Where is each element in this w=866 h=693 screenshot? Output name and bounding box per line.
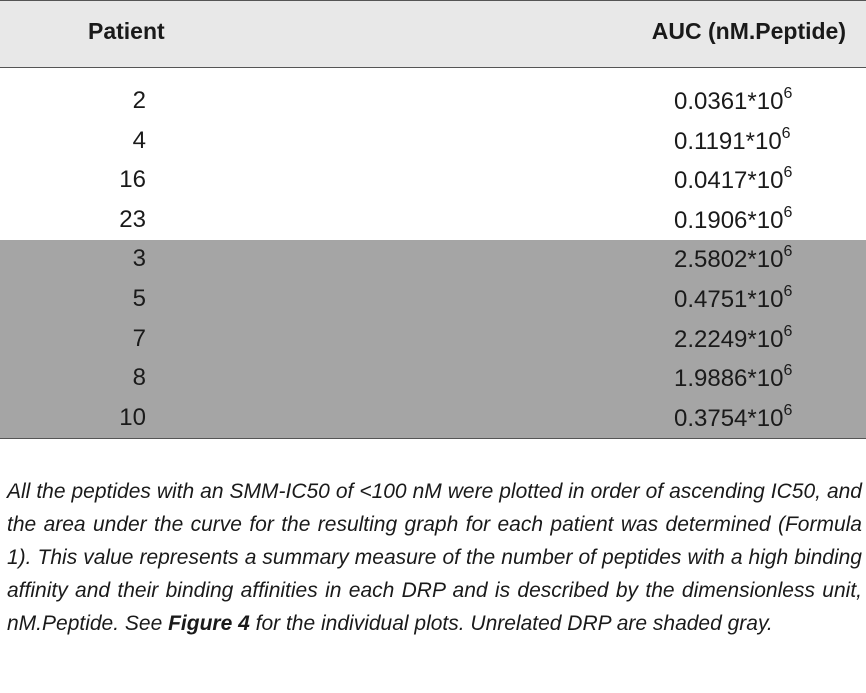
auc-mantissa: 1.9886*10 bbox=[674, 365, 784, 393]
auc-exponent: 6 bbox=[783, 401, 793, 419]
auc-mantissa: 0.0361*10 bbox=[674, 88, 784, 115]
table-row bbox=[0, 359, 866, 399]
auc-mantissa: 0.1906*10 bbox=[674, 206, 784, 234]
auc-exponent: 6 bbox=[783, 85, 793, 102]
auc-exponent: 6 bbox=[783, 362, 793, 380]
table-header bbox=[0, 0, 866, 68]
table-bottom-rule bbox=[0, 438, 866, 439]
auc-mantissa: 2.5802*10 bbox=[674, 246, 784, 274]
cell-auc bbox=[674, 166, 792, 195]
auc-exponent: 6 bbox=[783, 164, 793, 182]
auc-exponent: 6 bbox=[783, 243, 793, 261]
cell-patient: 5 bbox=[132, 284, 146, 312]
auc-exponent: 6 bbox=[783, 282, 793, 300]
table-row bbox=[0, 399, 866, 439]
table-row bbox=[0, 161, 866, 201]
table-row bbox=[0, 82, 866, 122]
table-row bbox=[0, 320, 866, 360]
caption-text-1: All the peptides with an SMM-IC50 of <100 nM were plotted in order of ascending IC50, and the area under the curve for the resulting graph for each patient was determined (Formula 1). This value represents a summary measure of the number of peptides with a high binding affinity and their binding affinities in each DRP and is described by the dimensionless unit, nM.Peptide. See bbox=[7, 480, 862, 636]
auc-mantissa: 0.4751*10 bbox=[674, 285, 784, 313]
figure-reference: Figure 4 bbox=[168, 612, 250, 636]
cell-auc bbox=[674, 124, 791, 156]
table-row bbox=[0, 122, 866, 162]
auc-mantissa: 0.0417*10 bbox=[674, 167, 784, 195]
auc-exponent: 6 bbox=[783, 203, 793, 221]
table-row bbox=[0, 201, 866, 241]
cell-patient: 4 bbox=[132, 126, 146, 154]
cell-patient: 10 bbox=[119, 403, 146, 431]
table-row bbox=[0, 240, 866, 280]
cell-patient: 7 bbox=[132, 324, 146, 352]
cell-auc bbox=[674, 87, 792, 116]
cell-patient: 16 bbox=[119, 166, 146, 194]
auc-mantissa: 0.3754*10 bbox=[674, 404, 784, 432]
table-row bbox=[0, 280, 866, 320]
cell-patient: 8 bbox=[132, 364, 146, 392]
cell-patient: 23 bbox=[119, 205, 146, 233]
auc-mantissa: 2.2249*10 bbox=[674, 325, 784, 353]
header-auc: AUC (nM.Peptide) bbox=[651, 18, 846, 44]
cell-auc bbox=[674, 203, 793, 235]
cell-patient: 3 bbox=[132, 245, 146, 273]
auc-exponent: 6 bbox=[783, 322, 793, 340]
auc-exponent: 6 bbox=[781, 124, 791, 142]
cell-auc bbox=[674, 322, 793, 354]
caption-text-2: for the individual plots. Unrelated DRP are shaded gray. bbox=[249, 612, 773, 636]
table-caption bbox=[7, 475, 862, 640]
cell-patient: 2 bbox=[132, 87, 146, 114]
cell-auc bbox=[674, 364, 792, 393]
cell-auc bbox=[674, 282, 793, 314]
cell-auc bbox=[674, 245, 792, 274]
cell-auc bbox=[674, 401, 793, 433]
table-body bbox=[0, 68, 866, 438]
auc-mantissa: 0.1191*10 bbox=[674, 127, 782, 155]
header-patient: Patient bbox=[88, 18, 165, 44]
